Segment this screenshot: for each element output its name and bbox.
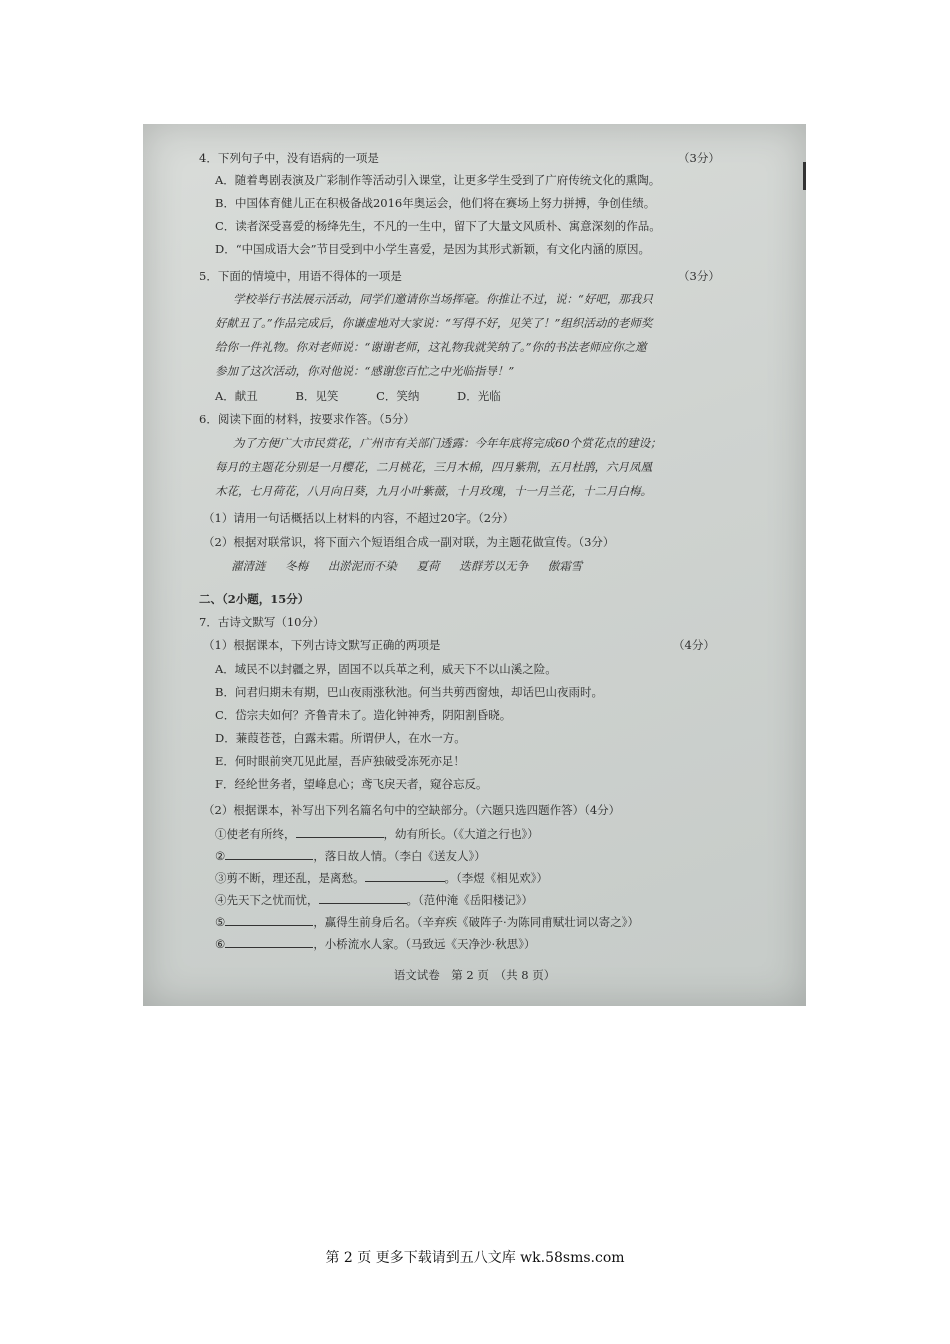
- q7-fill-line-1: [215, 827, 539, 841]
- q7-sub1-points: （4分）: [673, 638, 715, 652]
- q6-phrase: 傲霜雪: [547, 559, 583, 573]
- q6-phrase: 夏荷: [416, 559, 440, 573]
- q7-fill-line-4: [215, 893, 533, 907]
- q6-passage-line: 每月的主题花分别是一月樱花，二月桃花，三月木棉，四月紫荆，五月杜鹃，六月凤凰: [215, 460, 652, 474]
- scanned-exam-page-photo: [143, 124, 806, 1006]
- q5-passage-line: 参加了这次活动，你对他说：“感谢您百忙之中光临指导！”: [215, 364, 515, 378]
- q7-fill-line-3: [215, 871, 548, 885]
- fill-prefix: ①使老有所终，: [215, 827, 296, 841]
- q5-passage-line: 学校举行书法展示活动，同学们邀请你当场挥毫。你推让不过，说：“好吧，那我只: [233, 292, 653, 306]
- q6-phrase: 冬梅: [285, 559, 309, 573]
- q7-option-d: D．蒹葭苍苍，白露未霜。所谓伊人，在水一方。: [215, 731, 466, 745]
- q4-option-d: D．“中国成语大会”节目受到中小学生喜爱，是因为其形式新颖，有文化内涵的原因。: [215, 242, 650, 256]
- q6-phrase-list: [231, 561, 598, 573]
- q7-option-e: E．何时眼前突兀见此屋，吾庐独破受冻死亦足！: [215, 754, 465, 768]
- q5-passage-line: 给你一件礼物。你对老师说：“谢谢老师，这礼物我就笑纳了。”你的书法老师应你之邀: [215, 340, 647, 354]
- q4-option-c: C．读者深受喜爱的杨绛先生，不凡的一生中，留下了大量文风质朴、寓意深刻的作品。: [215, 219, 661, 233]
- answer-blank: [319, 893, 407, 904]
- q4-option-a: A．随着粤剧表演及广彩制作等活动引入课堂，让更多学生受到了广府传统文化的熏陶。: [215, 173, 661, 187]
- q7-fill-line-5: [215, 915, 639, 929]
- q4-option-b: B．中国体育健儿正在积极备战2016年奥运会，他们将在赛场上努力拼搏，争创佳绩。: [215, 196, 656, 210]
- answer-blank: [365, 871, 445, 882]
- q7-stem: 7．古诗文默写（10分）: [199, 615, 325, 629]
- q6-phrase: 濯清涟: [231, 559, 266, 573]
- q6-passage-line: 木花，七月荷花，八月向日葵，九月小叶紫薇，十月玫瑰，十一月兰花，十二月白梅。: [215, 484, 652, 498]
- q7-fill-line-6: [215, 937, 535, 951]
- q4-points: （3分）: [678, 151, 720, 165]
- fill-prefix: ③剪不断，理还乱，是离愁。: [215, 871, 365, 885]
- q5-choice-a: A．献丑: [215, 389, 258, 403]
- fill-prefix: ②: [215, 849, 226, 863]
- q6-sub-question-2: （2）根据对联常识，将下面六个短语组合成一副对联，为主题花做宣传。（3分）: [203, 535, 615, 549]
- q5-passage-line: 好献丑了。”作品完成后，你谦虚地对大家说：“写得不好，见笑了！”组织活动的老师奖: [215, 316, 653, 330]
- fill-suffix: 。（李煜《相见欢》）: [444, 871, 548, 885]
- q7-sub-question-2: （2）根据课本，补写出下列名篇名句中的空缺部分。（六题只选四题作答）（4分）: [203, 803, 621, 817]
- q7-option-c: C．岱宗夫如何？齐鲁青未了。造化钟神秀，阴阳割昏晓。: [215, 708, 512, 722]
- q7-fill-line-2: [215, 849, 486, 863]
- page-edge-shadow: [803, 162, 806, 190]
- answer-blank: [225, 849, 313, 860]
- q7-option-a: A．域民不以封疆之界，固国不以兵革之利，威天下不以山溪之险。: [215, 662, 557, 676]
- fill-suffix: 。（范仲淹《岳阳楼记》）: [406, 893, 533, 907]
- q5-points: （3分）: [678, 269, 720, 283]
- q4-stem: 4．下列句子中，没有语病的一项是: [199, 151, 379, 165]
- answer-blank: [296, 827, 384, 838]
- q5-choice-d: D．光临: [457, 389, 501, 403]
- exam-page-footer: 语文试卷 第 2 页 （共 8 页）: [393, 968, 556, 982]
- q6-phrase: 出淤泥而不染: [327, 559, 397, 573]
- q7-option-b: B．问君归期未有期，巴山夜雨涨秋池。何当共剪西窗烛，却话巴山夜雨时。: [215, 685, 603, 699]
- q7-sub-question-1: （1）根据课本，下列古诗文默写正确的两项是: [203, 638, 441, 652]
- q5-choice-b: B．见笑: [295, 389, 339, 403]
- fill-suffix: ，小桥流水人家。（马致远《天净沙·秋思》）: [313, 937, 536, 951]
- q5-choices: [215, 391, 535, 403]
- fill-prefix: ⑤: [215, 915, 226, 929]
- q6-passage-line: 为了方便广大市民赏花，广州市有关部门透露：今年年底将完成60个赏花点的建设；: [233, 436, 662, 450]
- fill-suffix: ，落日故人情。（李白《送友人》）: [313, 849, 486, 863]
- fill-suffix: ，幼有所长。（《大道之行也》）: [383, 827, 539, 841]
- q5-stem: 5．下面的情境中，用语不得体的一项是: [199, 269, 402, 283]
- q6-sub-question-1: （1）请用一句话概括以上材料的内容，不超过20字。（2分）: [203, 511, 515, 525]
- q6-phrase: 迭群芳以无争: [459, 559, 529, 573]
- answer-blank: [225, 937, 313, 948]
- section-2-heading: 二、（2小题，15分）: [199, 592, 310, 606]
- fill-prefix: ⑥: [215, 937, 226, 951]
- answer-blank: [225, 915, 313, 926]
- fill-suffix: ，赢得生前身后名。（辛弃疾《破阵子·为陈同甫赋壮词以寄之》）: [313, 915, 639, 929]
- q7-option-f: F．经纶世务者，望峰息心；鸢飞戾天者，窥谷忘反。: [215, 777, 488, 791]
- q5-choice-c: C．笑纳: [376, 389, 420, 403]
- page-footer: 第 2 页 更多下载请到五八文库 wk.58sms.com: [325, 1250, 625, 1266]
- q6-stem: 6．阅读下面的材料，按要求作答。（5分）: [199, 412, 415, 426]
- fill-prefix: ④先天下之忧而忧，: [215, 893, 319, 907]
